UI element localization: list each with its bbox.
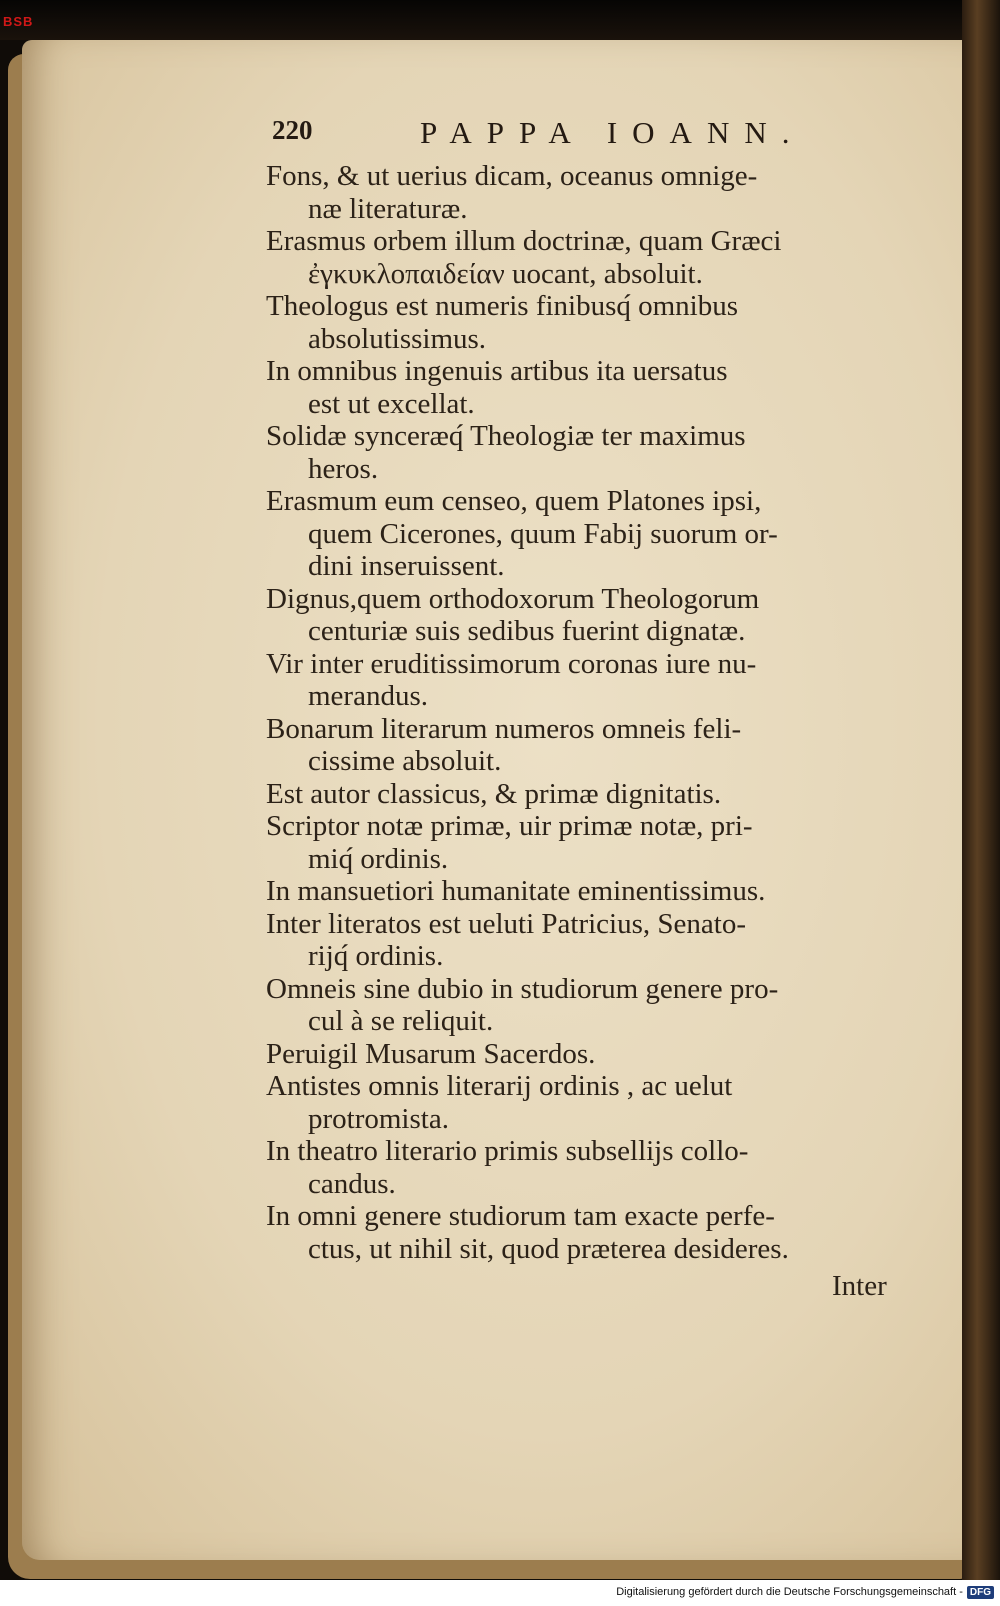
- text-line: Inter literatos est ueluti Patricius, Senato-: [266, 907, 746, 940]
- text-entry: [266, 1135, 908, 1200]
- funding-credit: Digitalisierung gefördert durch die Deutsche Forschungsgemeinschaft -: [616, 1586, 963, 1598]
- text-entry: [266, 1038, 908, 1071]
- digitization-footer: [616, 1584, 994, 1600]
- text-line: Fons, & ut uerius dicam, oceanus omnige-: [266, 160, 758, 192]
- text-line: In omnibus ingenuis artibus ita uersatus: [266, 355, 728, 387]
- text-line: rijq́ ordinis.: [308, 940, 444, 972]
- text-line: protromista.: [308, 1102, 449, 1135]
- text-line: In omni genere studiorum tam exacte perfe-: [266, 1200, 775, 1232]
- text-line: merandus.: [308, 680, 428, 712]
- text-line: candus.: [308, 1167, 396, 1200]
- text-line: cul à se reliquit.: [308, 1005, 494, 1037]
- text-entry: [266, 290, 908, 355]
- text-entry: [266, 648, 908, 713]
- text-line: In theatro literario primis subsellijs collo-: [266, 1135, 749, 1167]
- text-entry: [266, 583, 908, 648]
- text-line: In mansuetiori humanitate eminentissimus.: [266, 875, 766, 907]
- text-entry: [266, 778, 908, 811]
- text-line: Erasmus orbem illum doctrinæ, quam Græci: [266, 225, 782, 257]
- text-line: ἐγκυκλοπαιδείαν uocant, absoluit.: [308, 257, 703, 290]
- text-entry: [266, 1070, 908, 1135]
- text-line: Omneis sine dubio in studiorum genere pro-: [266, 972, 779, 1005]
- text-line: næ literaturæ.: [308, 192, 468, 225]
- text-line: Theologus est numeris finibusq́ omnibus: [266, 290, 739, 322]
- text-entry: [266, 485, 908, 583]
- text-entry: [266, 810, 908, 875]
- text-entry: [266, 713, 908, 778]
- text-entry: [266, 355, 908, 420]
- text-line: heros.: [308, 452, 379, 485]
- text-entry: [266, 225, 908, 290]
- book-cover-top: [0, 0, 1000, 40]
- text-line: est ut excellat.: [308, 387, 475, 420]
- text-line: dini inseruissent.: [308, 550, 505, 582]
- text-line: Erasmum eum censeo, quem Platones ipsi,: [266, 485, 762, 517]
- running-title: PAPPA IOANN.: [420, 115, 805, 150]
- page-header: [272, 115, 922, 155]
- page-text: [266, 160, 908, 1265]
- text-line: Peruigil Musarum Sacerdos.: [266, 1037, 596, 1070]
- text-line: Vir inter eruditissimorum coronas iure nu-: [266, 647, 757, 680]
- text-entry: [266, 875, 908, 908]
- text-entry: [266, 973, 908, 1038]
- text-entry: [266, 160, 908, 225]
- library-mark: BSB: [3, 14, 34, 29]
- dfg-logo: DFG: [967, 1586, 994, 1599]
- text-line: Dignus,quem orthodoxorum Theologorum: [266, 582, 760, 615]
- catchword: Inter: [832, 1270, 887, 1302]
- text-line: ctus, ut nihil sit, quod præterea desideres.: [308, 1232, 789, 1265]
- text-line: Solidæ synceræq́ Theologiæ ter maximus: [266, 420, 746, 452]
- book-spine-edge: [962, 0, 1000, 1580]
- text-line: miq́ ordinis.: [308, 842, 449, 875]
- text-line: Est autor classicus, & primæ dignitatis.: [266, 777, 722, 810]
- text-entry: [266, 1200, 908, 1265]
- text-line: quem Cicerones, quum Fabij suorum or-: [308, 517, 778, 550]
- text-line: Scriptor notæ primæ, uir primæ notæ, pri-: [266, 810, 753, 842]
- text-line: Bonarum literarum numeros omneis feli-: [266, 712, 742, 745]
- text-entry: [266, 908, 908, 973]
- text-line: absolutissimus.: [308, 322, 487, 355]
- page-number: 220: [272, 115, 313, 145]
- text-entry: [266, 420, 908, 485]
- text-line: Antistes omnis literarij ordinis , ac uelut: [266, 1070, 733, 1102]
- text-line: centuriæ suis sedibus fuerint dignatæ.: [308, 615, 746, 647]
- text-line: cissime absoluit.: [308, 745, 502, 777]
